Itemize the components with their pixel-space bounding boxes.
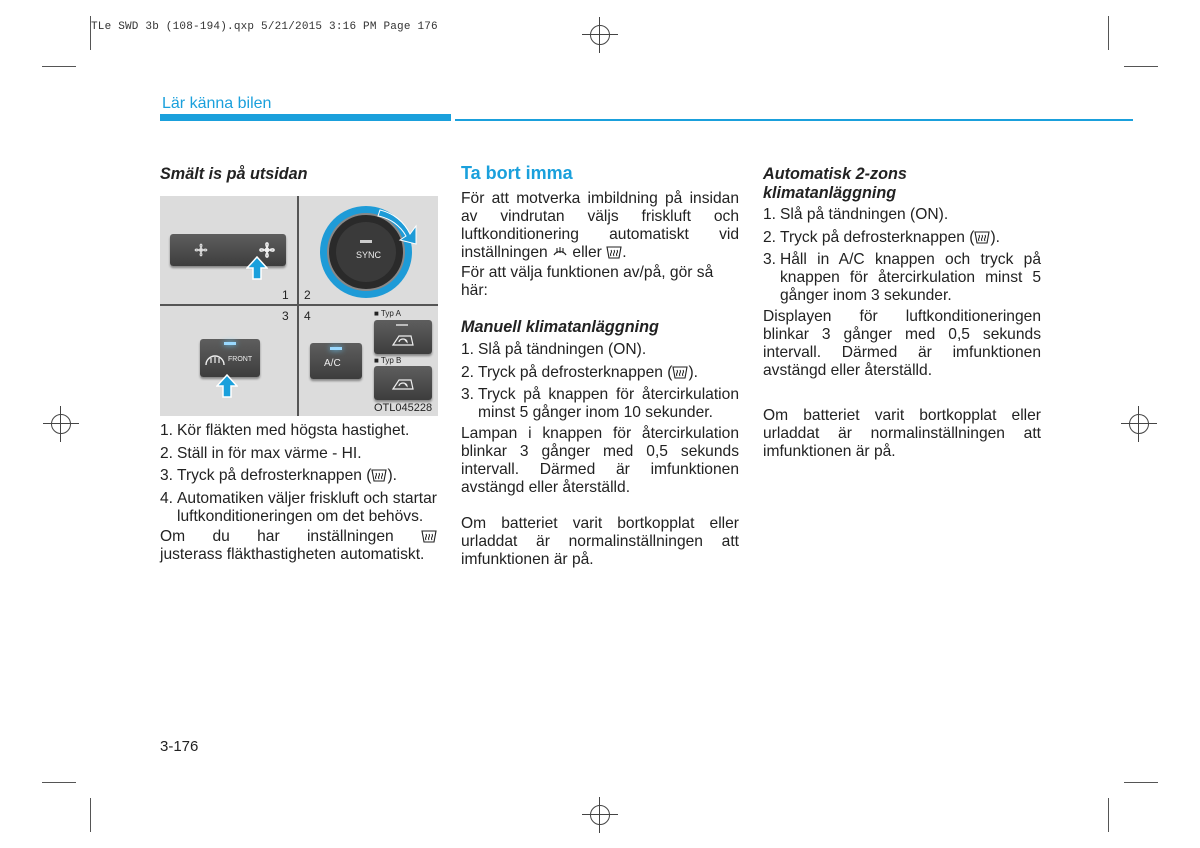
floor-defrost-icon bbox=[552, 245, 568, 259]
column-left-text bbox=[160, 422, 437, 564]
list-item: 2. Tryck på defrosterknappen ( ). bbox=[763, 228, 1000, 246]
auto-steps bbox=[763, 206, 1041, 305]
paragraph: Displayen för luftkonditioneringen blinkar 3 gånger med 0,5 sekunds intervall. Därmed är imfunktionen avstängd eller återställd. bbox=[763, 307, 1041, 379]
crop-mark bbox=[90, 16, 91, 50]
recirc-button-type-b bbox=[374, 366, 432, 400]
registration-mark bbox=[582, 17, 618, 53]
paragraph: Lampan i knappen för återcirkulation blinkar 3 gånger med 0,5 sekunds intervall. Därmed är imfunktionen avstängd eller återställd. bbox=[461, 424, 739, 496]
crop-mark bbox=[1124, 66, 1158, 67]
type-a-label: ■ Typ A bbox=[374, 309, 401, 318]
figure-divider bbox=[160, 304, 438, 306]
subheading-manual: Manuell klimatanläggning bbox=[461, 318, 659, 336]
front-defrost-button bbox=[200, 339, 260, 377]
indicator-light bbox=[396, 324, 408, 326]
list-item: 2. Ställ in för max värme - HI. bbox=[160, 444, 362, 462]
windshield-defrost-icon bbox=[672, 365, 688, 379]
list-item: 3. Tryck på knappen för återcirkulation minst 5 gånger inom 10 sekunder. bbox=[461, 386, 739, 421]
indicator-light bbox=[224, 342, 236, 345]
recirc-button-type-a bbox=[374, 320, 432, 354]
windshield-defrost-icon bbox=[371, 468, 387, 482]
crop-mark bbox=[1108, 798, 1109, 832]
subheading-auto-2-zone: Automatisk 2-zons klimatanläggning bbox=[763, 165, 907, 202]
paragraph: För att motverka imbildning på insidan av vindrutan väljs friskluft och luftkonditionering automatiskt vid inställningen eller . bbox=[461, 190, 739, 261]
crop-mark bbox=[90, 798, 91, 832]
recirculation-icon bbox=[391, 377, 415, 391]
section-title: Lär känna bilen bbox=[162, 95, 272, 112]
column-left bbox=[160, 165, 437, 184]
list-item: 4. Automatiken väljer friskluft och startar luftkonditioneringen om det behövs. bbox=[160, 489, 437, 525]
list-item: 2. Tryck på defrosterknappen ( ). bbox=[461, 363, 698, 381]
paragraph: Om batteriet varit bortkopplat eller urladdat är normalinställningen att imfunktionen är på. bbox=[461, 514, 739, 568]
registration-mark bbox=[1121, 406, 1157, 442]
crop-mark bbox=[1124, 782, 1158, 783]
front-label: FRONT bbox=[228, 356, 253, 363]
paragraph: Om du har inställningen bbox=[160, 528, 437, 546]
figure-code: OTL045228 bbox=[374, 402, 433, 414]
fan-icon bbox=[192, 241, 210, 259]
column-right bbox=[763, 165, 1041, 461]
header-bar bbox=[160, 114, 451, 121]
paragraph: Om batteriet varit bortkopplat eller urladdat är normalinställningen att imfunktionen är på. bbox=[763, 406, 1041, 460]
crop-mark bbox=[42, 66, 76, 67]
subheading-outside-ice: Smält is på utsidan bbox=[160, 165, 308, 183]
figure-divider bbox=[297, 196, 299, 416]
figure-label-1: 1 bbox=[282, 288, 289, 302]
manual-steps bbox=[461, 341, 739, 422]
windshield-defrost-icon bbox=[974, 230, 990, 244]
arrow-up-icon bbox=[216, 374, 238, 398]
paragraph: För att välja funktionen av/på, gör så här: bbox=[461, 264, 714, 299]
ac-label: A/C bbox=[324, 358, 341, 369]
page-number: 3-176 bbox=[160, 738, 199, 755]
sync-label: SYNC bbox=[356, 250, 382, 260]
heading-defog: Ta bort imma bbox=[461, 163, 573, 183]
outside-steps bbox=[160, 422, 437, 526]
crop-mark bbox=[42, 782, 76, 783]
list-item: 3. Tryck på defrosterknappen ( ). bbox=[160, 467, 397, 484]
floor-defrost-icon bbox=[204, 353, 226, 369]
type-b-label: ■ Typ B bbox=[374, 356, 402, 365]
climate-control-figure bbox=[160, 196, 438, 416]
list-item: 1. Slå på tändningen (ON). bbox=[763, 206, 949, 223]
figure-label-3: 3 bbox=[282, 309, 289, 323]
fan-control-panel bbox=[170, 234, 286, 266]
registration-mark bbox=[43, 406, 79, 442]
print-slug: TLe SWD 3b (108-194).qxp 5/21/2015 3:16 PM Page 176 bbox=[91, 21, 438, 33]
list-item: 1. Slå på tändningen (ON). bbox=[461, 341, 647, 358]
figure-label-4: 4 bbox=[304, 309, 311, 323]
crop-mark bbox=[1108, 16, 1109, 50]
figure-label-2: 2 bbox=[304, 288, 311, 302]
list-item: 1. Kör fläkten med högsta hastighet. bbox=[160, 422, 410, 439]
recirculation-icon bbox=[391, 333, 415, 347]
windshield-defrost-icon bbox=[606, 245, 622, 259]
registration-mark bbox=[582, 797, 618, 833]
paragraph: justerass fläkthastigheten automatiskt. bbox=[160, 546, 425, 563]
windshield-defrost-icon bbox=[421, 529, 437, 543]
arrow-up-icon bbox=[246, 256, 268, 280]
list-item: 3. Håll in A/C knappen och tryck på knappen för återcirkulation minst 5 gånger inom 3 sekunder. bbox=[763, 251, 1041, 304]
column-middle bbox=[461, 164, 739, 569]
header-rule bbox=[455, 119, 1133, 121]
indicator-light bbox=[330, 347, 342, 350]
ac-button bbox=[310, 343, 362, 379]
